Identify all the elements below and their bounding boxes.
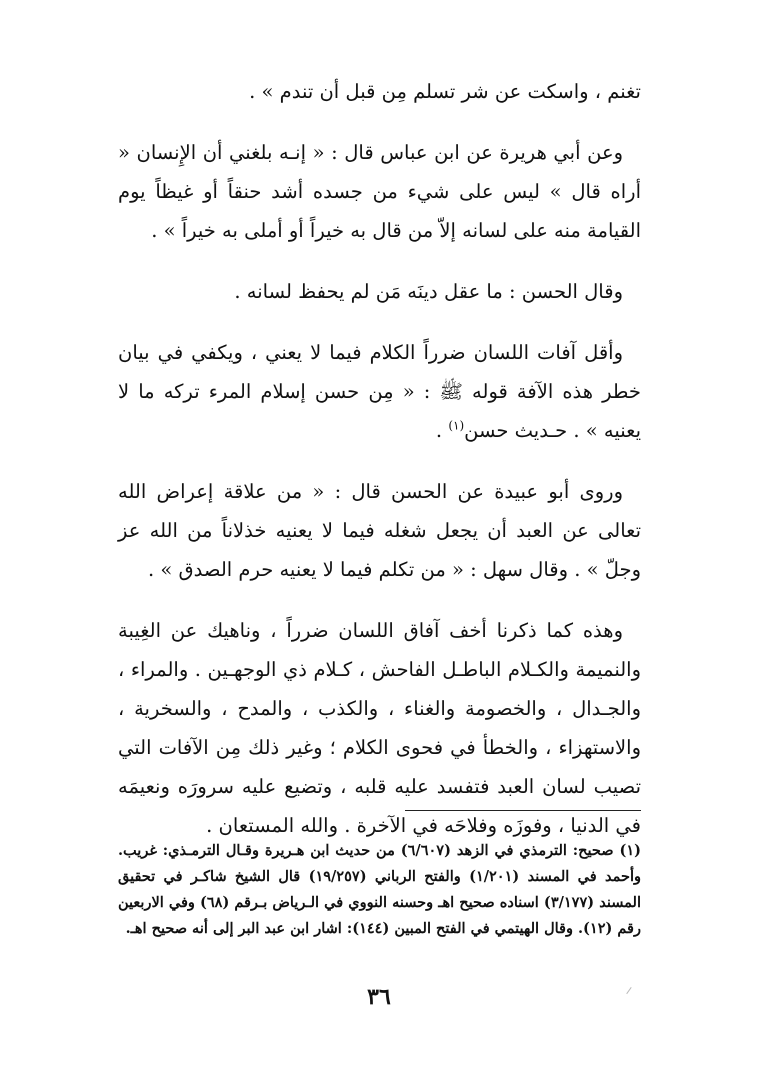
paragraph-5: وروى أبو عبيدة عن الحسن قال : « من علاقة إعراض الله تعالى عن العبد أن يجعل شغله فيما لا يعنيه خذلاناً من الله عز وجلّ » . وقال سهل : « من تكلم فيما لا يعنيه حرم الصدق » . (118, 480, 641, 581)
paragraph-4-text: وأقل آفات اللسان ضرراً الكلام فيما لا يعني ، ويكفي في بيان خطر هذه الآفة قوله ﷺ : « مِن حسن إسلام المرء تركه ما لا يعنيه » . حـديث حسن (118, 341, 641, 442)
footnote-marker: (١) (448, 418, 465, 433)
page-number: ٣٦ (367, 984, 391, 1010)
footnote-separator (405, 810, 641, 811)
paragraph-2: وعن أبي هريرة عن ابن عباس قال : « إنـه بلغني أن الإِنسان « أراه قال » ليس على شيء من جسده أشد حنقاً أو غيظاً يوم القيامة منه على لسانه إلاّ من قال به خيراً أو أملى به خيراً » . (118, 141, 641, 242)
paragraph-4-tail: . (435, 419, 449, 442)
main-text (118, 72, 641, 867)
footnote-1 (118, 838, 641, 942)
footnotes (118, 838, 641, 942)
footnote-1-text: (١) صحيح: الترمذي في الزهد (٦/٦٠٧) من حديث ابن هـريرة وقـال الترمـذي: غريب. وأحمد في المسند (١/٢٠١) والفتح الرباني (١٩/٢٥٧) قال الشيخ شاكـر في تحقيق المسند (٣/١٧٧) اسناده صحيح اهـ وحسنه النووي في الـرياض بـرقم (٦٨) وفي الاربعين رقم (١٢). وقال الهيتمي في الفتح المبين (١٤٤): اشار ابن عبد البر إلى أنه صحيح اهـ. (118, 842, 641, 937)
paragraph-1: تغنم ، واسكت عن شر تسلم مِن قبل أن تندم » . (249, 80, 641, 103)
paragraph-6: وهذه كما ذكرنا أخف آفاق اللسان ضرراً ، وناهيك عن الغِيبة والنميمة والكـلام الباطـل الفاحش ، كـلام ذي الوجهـين . والمراء ، والجـدال ، والخصومة والغناء ، والكذب ، والمدح ، والسخرية ، والاستهزاء ، والخطأ في فحوى الكلام ؛ وغير ذلك مِن الآفات التي تصيب لسان العبد فتفسد عليه قلبه ، وتضيع عليه سرورَه ونعيمَه في الدنيا ، وفوزَه وفلاحَه في الآخرة . والله المستعان . (118, 619, 641, 837)
paragraph-3: وقال الحسن : ما عقل دينَه مَن لم يحفظ لسانه . (234, 280, 623, 303)
paragraph-4 (118, 333, 641, 450)
